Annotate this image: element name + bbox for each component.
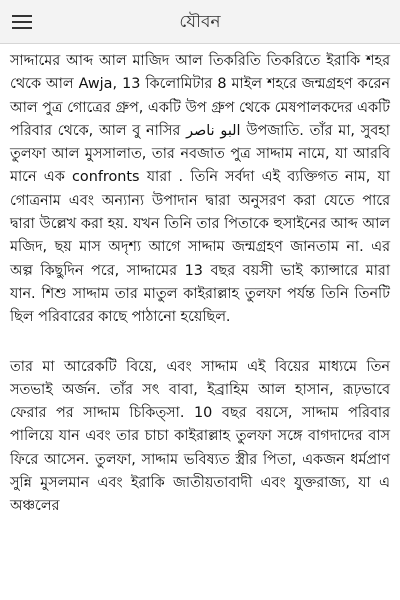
article-body xyxy=(0,44,400,519)
page-title: যৌবন xyxy=(179,12,221,32)
article-paragraph: সাদ্দামের আব্দ আল মাজিদ আল তিকরিতি তিকরিতে ইরাকি শহর থেকে আল Awja, 13 কিলোমিটার 8 মাইল শহরে জন্মগ্রহণ করেন আল পুত্র গোত্রের গ্রুপ, একটি উপ গ্রুপ থেকে মেষপালকদের একটি পরিবার থেকে, আল বু নাসির البو ناصر উপজাতি. তাঁর মা, সুবহা তুলফা আল মুসসালাত, তার নবজাত পুত্র সাদ্দাম নামে, যা আরবি মানে এক confronts যারা . তিনি সর্বদা এই ব্যক্তিগত নাম, যা গোত্রনাম এবং অন্যান্য উপাদান দ্বারা অনুসরণ করা যেতে পারে দ্বারা উল্লেখ করা হয়. যখন তিনি তার পিতাকে হুসাইনের আব্দ আল মজিদ, ছয় মাস অদৃশ্য আগে সাদ্দাম জন্মগ্রহণ জানতাম না. এর অল্প কিছুদিন পরে, সাদ্দামের 13 বছর বয়সী ভাই ক্যান্সারে মারা যান. শিশু সাদ্দাম তার মাতুল কাইরাল্লাহ তুলফা পর্যন্ত তিনি তিনটি ছিল পরিবারের কাছে পাঠানো হয়েছিল. xyxy=(10,53,390,326)
paragraph-spacer xyxy=(10,330,390,356)
app-bar xyxy=(0,0,400,44)
article-paragraph: তার মা আরেকটি বিয়ে, এবং সাদ্দাম এই বিয়ের মাধ্যমে তিন সতভাই অর্জন. তাঁর সৎ বাবা, ইব্রাহিম আল হাসান, রূঢ়ভাবে ফেরার পর সাদ্দাম চিকিত্সা. 10 বছর বয়সে, সাদ্দাম পরিবার পালিয়ে যান এবং তার চাচা কাইরাল্লাহ তুলফা সঙ্গে বাগদাদের বাস ফিরে আসেন. তুলফা, সাদ্দাম ভবিষ্যত স্ত্রীর পিতা, একজন ধর্মপ্রাণ সুন্নি মুসলমান এবং ইরাকি জাতীয়তাবাদী এবং যুক্তরাজ্য, যা এ অঞ্চলের xyxy=(10,358,390,515)
